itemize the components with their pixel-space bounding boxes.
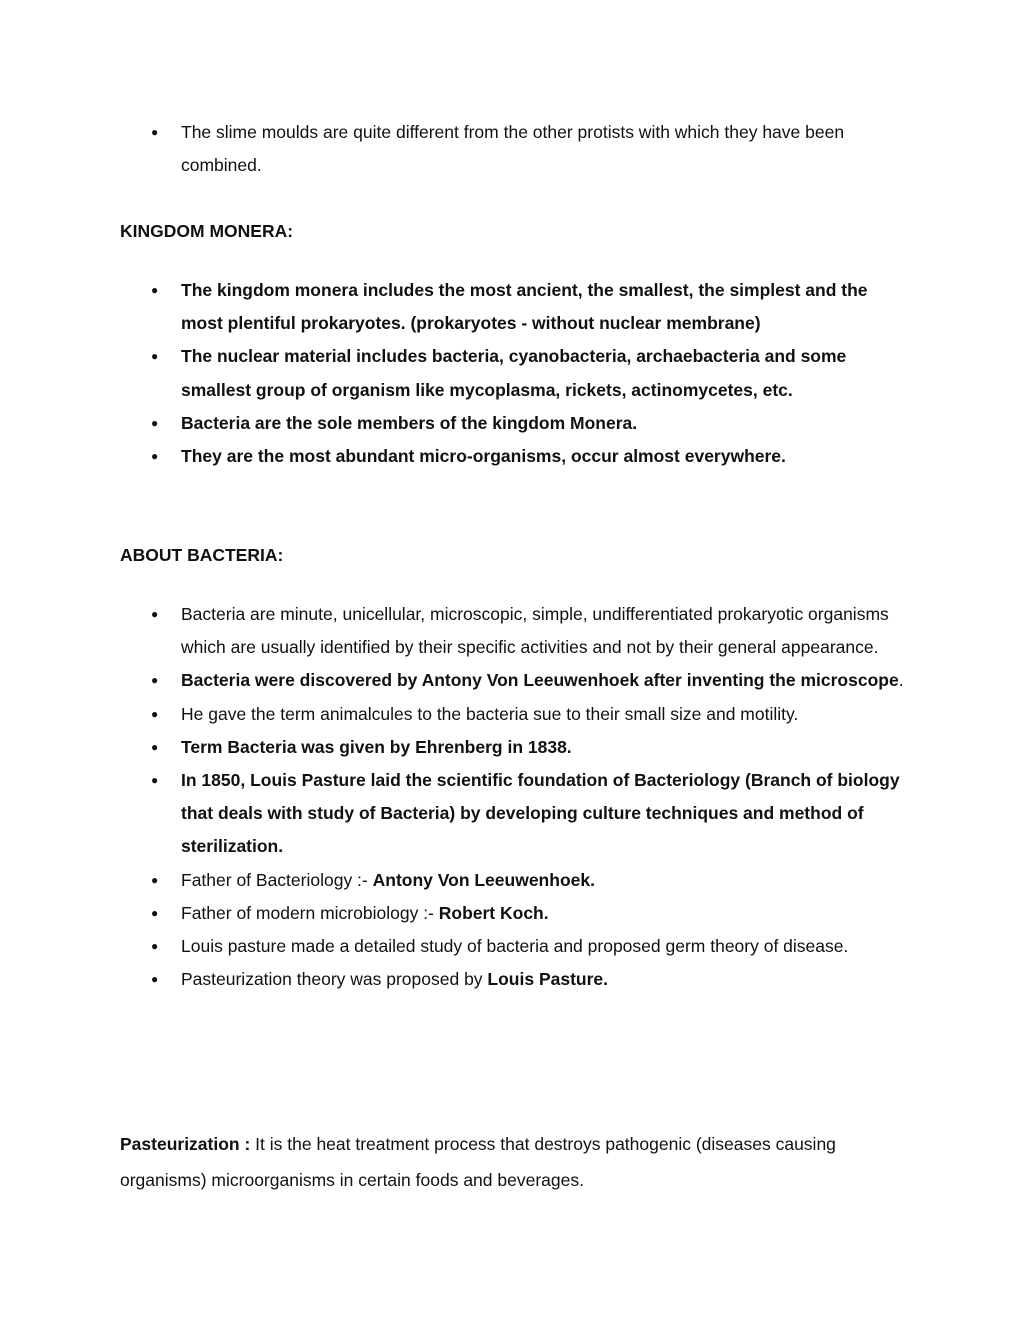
- intro-list: [120, 116, 910, 182]
- section-heading-monera: KINGDOM MONERA:: [120, 221, 294, 241]
- list-item: ● The nuclear material includes bacteria, cyanobacteria, archaebacteria and some smallest group of organism like mycoplasma, rickets, actinomycetes, etc.: [120, 340, 910, 406]
- bacteria-list: [120, 598, 910, 996]
- list-item: ● They are the most abundant micro-organisms, occur almost everywhere.: [120, 440, 910, 473]
- list-item: ● Louis pasture made a detailed study of bacteria and proposed germ theory of disease.: [120, 930, 910, 963]
- list-item: ● Bacteria are minute, unicellular, microscopic, simple, undifferentiated prokaryotic organisms which are usually identified by their specific activities and not by their general appearance.: [120, 598, 910, 664]
- pasteurization-definition: It is the heat treatment process that destroys pathogenic (diseases causing organisms) microorganisms in certain foods and beverages.: [120, 1134, 836, 1190]
- list-item: ● Pasteurization theory was proposed by Louis Pasture.: [120, 963, 910, 996]
- list-item: ● In 1850, Louis Pasture laid the scientific foundation of Bacteriology (Branch of biology that deals with study of Bacteria) by developing culture techniques and method of sterilization.: [120, 764, 910, 864]
- monera-list: [120, 274, 910, 473]
- list-item: ● The kingdom monera includes the most ancient, the smallest, the simplest and the most plentiful prokaryotes. (prokaryotes - without nuclear membrane): [120, 274, 910, 340]
- list-item: ● The slime moulds are quite different from the other protists with which they have been combined.: [120, 116, 910, 182]
- pasteurization-term: Pasteurization :: [120, 1134, 251, 1154]
- list-item: ● Bacteria are the sole members of the kingdom Monera.: [120, 407, 910, 440]
- list-item: ● Father of Bacteriology :- Antony Von Leeuwenhoek.: [120, 864, 910, 897]
- list-item: ● Term Bacteria was given by Ehrenberg in 1838.: [120, 731, 910, 764]
- list-item: ● Father of modern microbiology :- Robert Koch.: [120, 897, 910, 930]
- pasteurization-paragraph: [120, 1126, 910, 1198]
- list-item: ● Bacteria were discovered by Antony Von Leeuwenhoek after inventing the microscope.: [120, 664, 910, 697]
- section-heading-bacteria: ABOUT BACTERIA:: [120, 545, 284, 565]
- list-item: ● He gave the term animalcules to the bacteria sue to their small size and motility.: [120, 698, 910, 731]
